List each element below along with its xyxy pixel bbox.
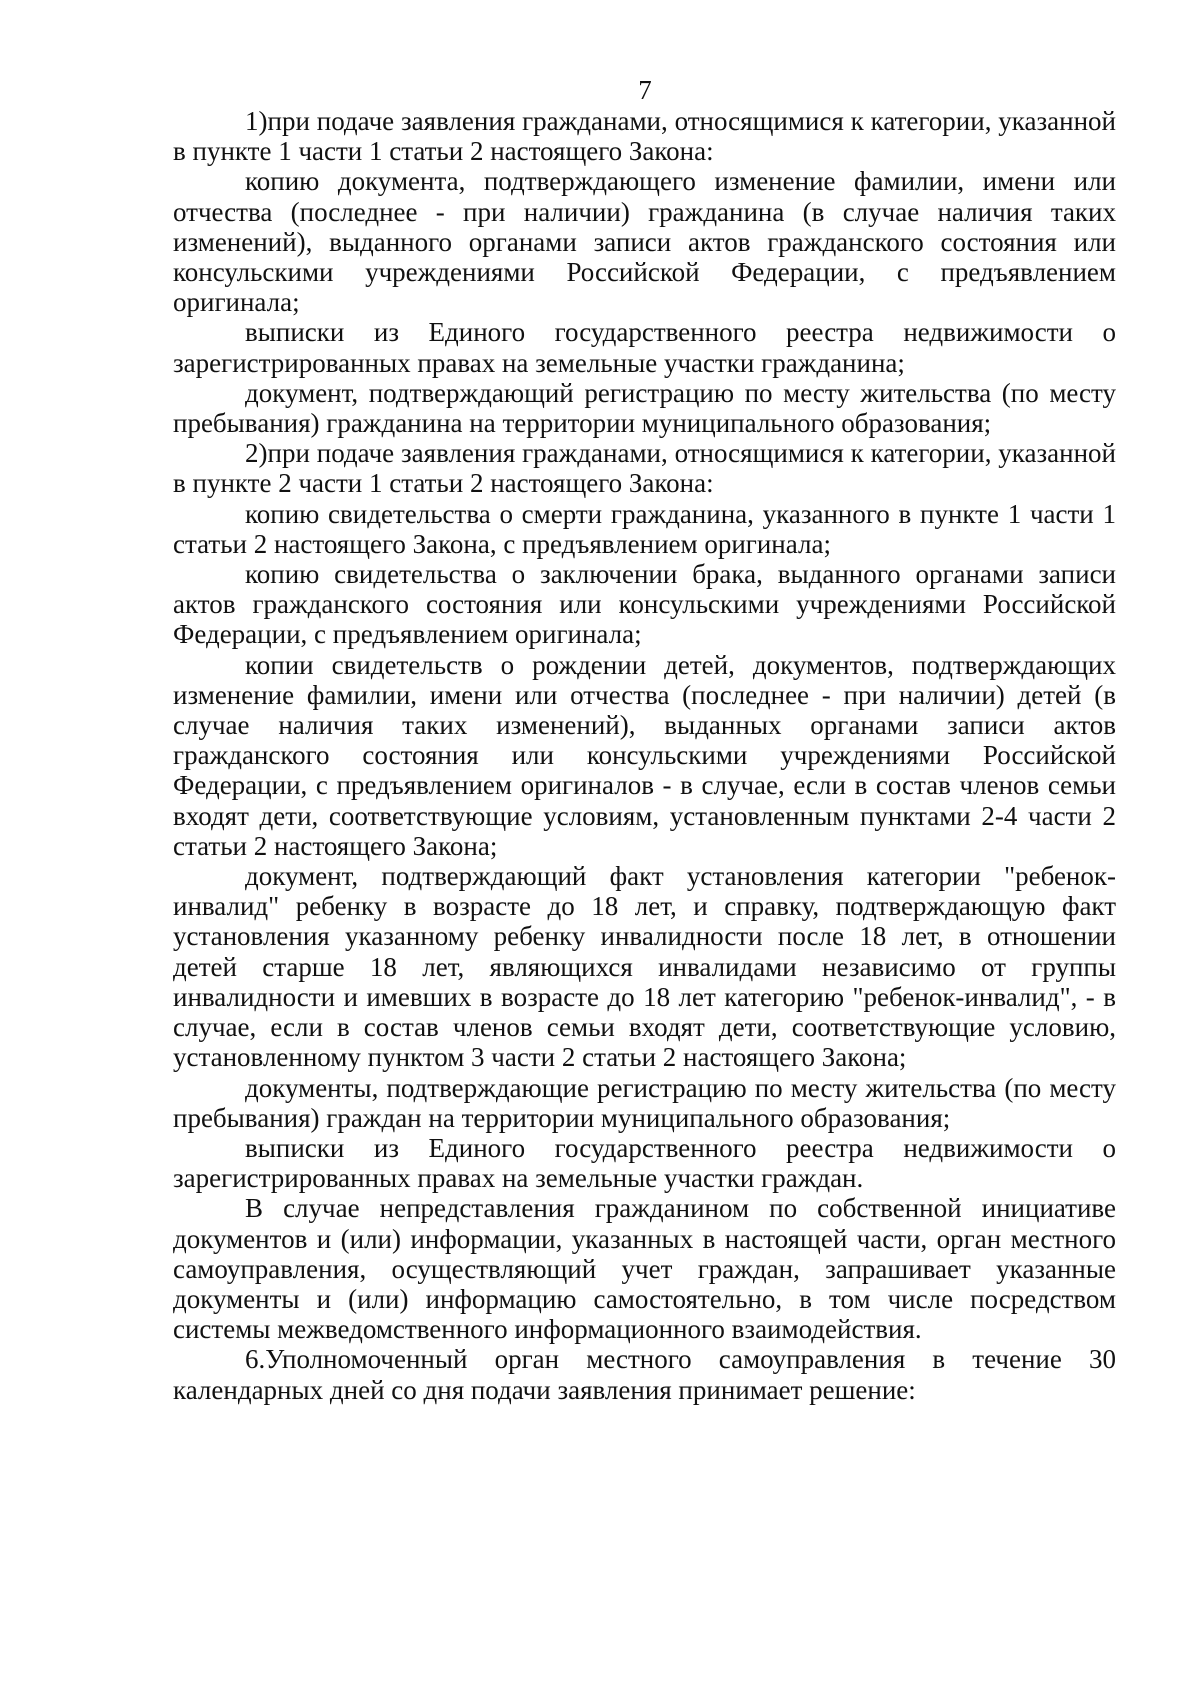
paragraph: документ, подтверждающий регистрацию по месту жительства (по месту пребывания) гражданина на территории муниципального образования; [173,377,1116,439]
paragraph: копии свидетельств о рождении детей, документов, подтверждающих изменение фамилии, имени или отчества (последнее - при наличии) детей (в случае наличия таких изменений), выданных органами записи актов гражданского состояния или консульскими учреждениями Российской Федерации, с предъявлением оригиналов - в случае, если в состав членов семьи входят дети, соответствующие условиям, установленным пунктами 2-4 части 2 статьи 2 настоящего Закона; [173,649,1116,861]
paragraph: документы, подтверждающие регистрацию по месту жительства (по месту пребывания) граждан на территории муниципального образования; [173,1072,1116,1133]
paragraph: 2)при подаче заявления гражданами, относящимися к категории, указанной в пункте 2 части 1 статьи 2 настоящего Закона: [173,438,1116,499]
paragraph: 6.Уполномоченный орган местного самоуправления в течение 30 календарных дней со дня подачи заявления принимает решение: [173,1344,1116,1405]
paragraph: копию свидетельства о заключении брака, выданного органами записи актов гражданского состояния или консульскими учреждениями Российской Федерации, с предъявлением оригинала; [173,559,1116,650]
paragraph: выписки из Единого государственного реестра недвижимости о зарегистрированных правах на земельные участки гражданина; [173,317,1116,378]
paragraph: копию свидетельства о смерти гражданина, указанного в пункте 1 части 1 статьи 2 настоящего Закона, с предъявлением оригинала; [173,498,1116,559]
page-number: 7 [638,75,652,105]
paragraph: выписки из Единого государственного реестра недвижимости о зарегистрированных правах на земельные участки граждан. [173,1132,1116,1194]
paragraph: В случае непредставления гражданином по собственной инициативе документов и (или) информации, указанных в настоящей части, орган местного самоуправления, осуществляющий учет граждан, запрашивает указанные документы и (или) информацию самостоятельно, в том числе посредством системы межведомственного информационного взаимодействия. [173,1193,1116,1345]
paragraph: 1)при подаче заявления гражданами, относящимися к категории, указанной в пункте 1 части 1 статьи 2 настоящего Закона: [173,106,1116,167]
paragraph: копию документа, подтверждающего изменение фамилии, имени или отчества (последнее - при наличии) гражданина (в случае наличия таких изменений), выданного органами записи актов гражданского состояния или консульскими учреждениями Российской Федерации, с предъявлением оригинала; [173,166,1116,318]
paragraph: документ, подтверждающий факт установления категории "ребенок-инвалид" ребенку в возрасте до 18 лет, и справку, подтверждающую факт установления указанному ребенку инвалидности после 18 лет, в отношении детей старше 18 лет, являющихся инвалидами независимо от группы инвалидности и имевших в возрасте до 18 лет категорию "ребенок-инвалид", - в случае, если в состав членов семьи входят дети, соответствующие условию, установленному пунктом 3 части 2 статьи 2 настоящего Закона; [173,861,1116,1073]
document-body [173,106,1116,1405]
